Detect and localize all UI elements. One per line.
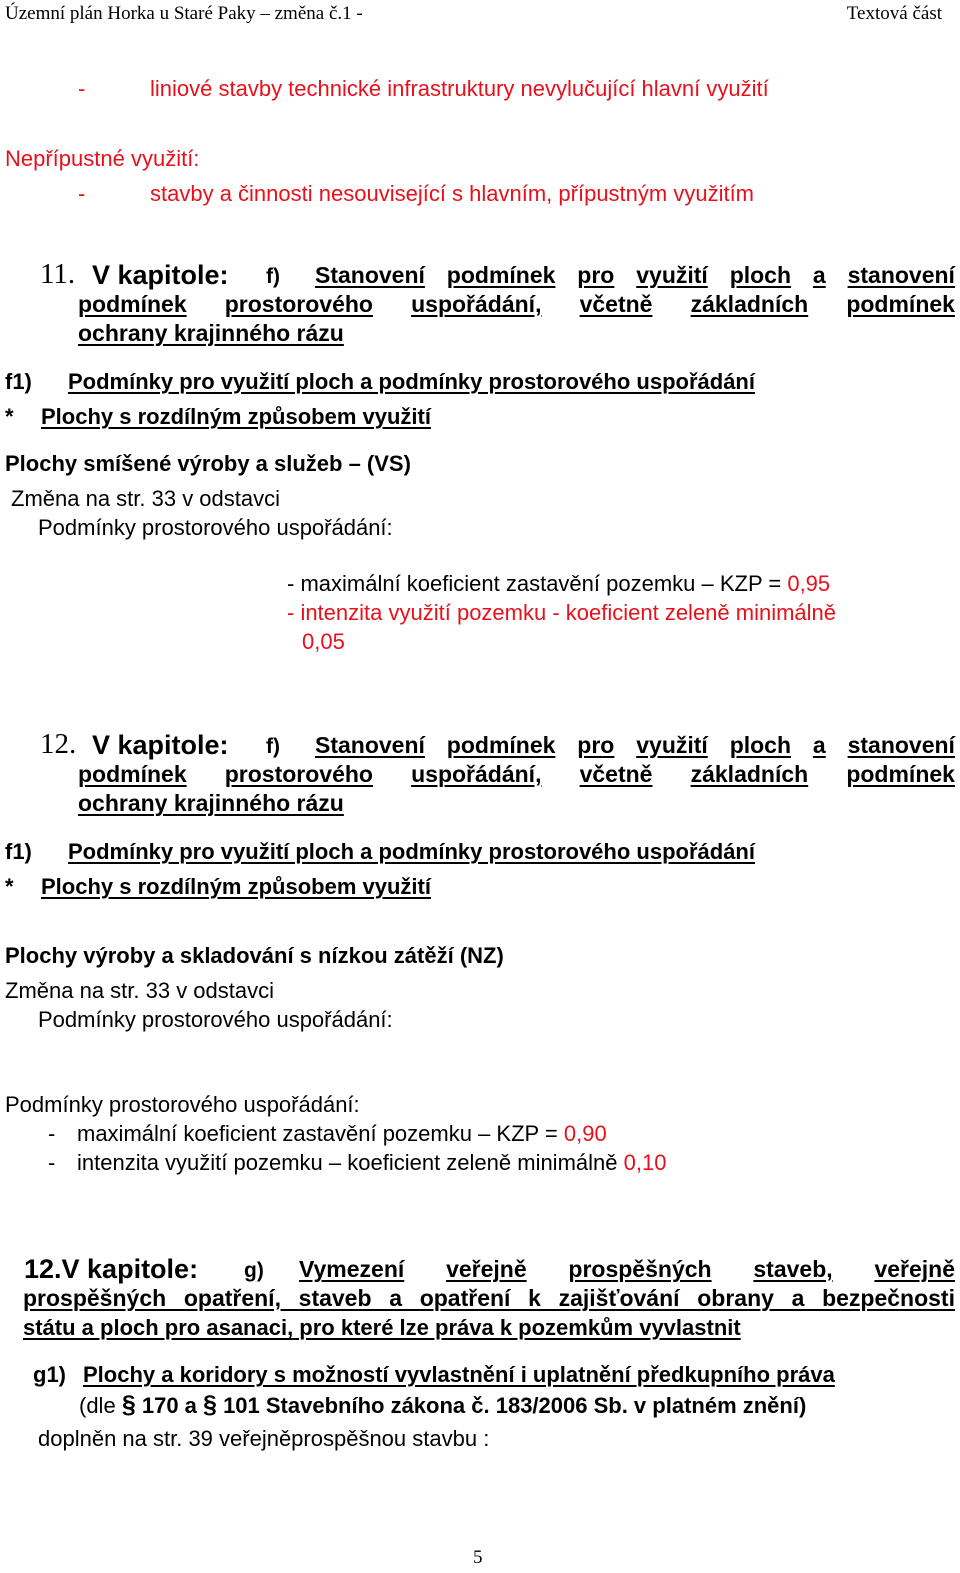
chapter-title-line1 [315, 262, 955, 289]
title-word: včetně [579, 761, 653, 787]
title-word: využití [636, 732, 708, 758]
chapter-title-line2: prospěšných opatření, staveb a opatření k zajišťování obrany a bezpečnosti [23, 1285, 955, 1311]
title-word: prospěšných [568, 1256, 712, 1282]
condition-text: intenzita využití pozemku – koeficient zeleně minimálně [77, 1150, 624, 1175]
chapter-title-line3: ochrany krajinného rázu [78, 790, 344, 816]
chapter-letter: f) [266, 265, 280, 288]
title-word: a [812, 262, 826, 288]
list-item: liniové stavby technické infrastruktury nevylučující hlavní využití [150, 76, 769, 101]
title-word: Vymezení [299, 1256, 405, 1282]
chapter-label: V kapitole: [92, 260, 229, 290]
condition-item [77, 1150, 666, 1176]
title-word: podmínek [446, 262, 556, 288]
section-heading: Nepřípustné využití: [5, 146, 200, 171]
list-dash: - [78, 76, 86, 101]
title-word: základních [690, 291, 809, 317]
condition-item [77, 1121, 607, 1147]
bullet-star: * [5, 874, 14, 899]
title-word: prostorového [224, 761, 373, 787]
list-item: stavby a činnosti nesouvisející s hlavním, přípustným využitím [150, 181, 755, 206]
list-dash: - [48, 1121, 56, 1146]
chapter-title-line1 [315, 732, 955, 759]
title-word: podmínek [446, 732, 556, 758]
addition-note: doplněn na str. 39 veřejněprospěšnou stavbu : [38, 1426, 490, 1451]
condition-value: 0,10 [623, 1150, 667, 1175]
title-word: stanovení [847, 732, 955, 758]
title-word: základních [690, 761, 809, 787]
subsection-title: Podmínky pro využití ploch a podmínky prostorového uspořádání [68, 839, 755, 864]
condition-value: 0,90 [563, 1121, 607, 1146]
condition-item: - intenzita využití pozemku - koeficient zeleně minimálně [287, 600, 837, 625]
title-word: včetně [579, 291, 653, 317]
condition-text: - maximální koeficient zastavění pozemku – KZP = [287, 571, 788, 596]
header-title: Územní plán Horka u Staré Paky – změna č.1 - [5, 3, 363, 24]
paragraph-icon: § [121, 1391, 136, 1419]
title-word: podmínek [78, 761, 187, 787]
change-note: Změna na str. 33 v odstavci [11, 486, 281, 511]
title-word: ploch [729, 262, 792, 288]
paragraph-icon: § [203, 1391, 217, 1419]
title-word: uspořádání, [411, 291, 542, 317]
title-word: uspořádání, [411, 761, 542, 787]
list-dash: - [48, 1150, 56, 1175]
chapter-title-line2 [78, 291, 955, 318]
title-word: využití [636, 262, 708, 288]
chapter-letter: f) [266, 735, 280, 758]
subsection-title: Podmínky pro využití ploch a podmínky prostorového uspořádání [68, 369, 755, 394]
title-word: veřejně [874, 1256, 955, 1282]
title-word: podmínek [846, 291, 955, 317]
section-number: 11. [40, 258, 76, 290]
chapter-label: V kapitole: [92, 730, 229, 760]
chapter-title-line3: státu a ploch pro asanaci, pro které lze práva k pozemkům vyvlastnit [23, 1315, 741, 1340]
conditions-label: Podmínky prostorového uspořádání: [38, 515, 393, 540]
title-word: stanovení [847, 262, 955, 288]
area-heading: Plochy výroby a skladování s nízkou zátěží (NZ) [5, 943, 504, 968]
section-number: 12. [40, 728, 77, 760]
change-note: Změna na str. 33 v odstavci [5, 978, 275, 1003]
subsection-label: f1) [5, 839, 32, 864]
bullet-star: * [5, 404, 14, 429]
subsection-label: g1) [33, 1362, 66, 1387]
legal-reference [79, 1391, 806, 1420]
area-heading: Plochy smíšené výroby a služeb – (VS) [5, 451, 411, 476]
condition-text: maximální koeficient zastavění pozemku – KZP = [77, 1121, 564, 1146]
title-word: a [812, 732, 826, 758]
subsection-subtitle: Plochy s rozdílným způsobem využití [41, 404, 431, 429]
condition-value: 0,05 [302, 629, 345, 654]
title-word: staveb, [753, 1256, 833, 1282]
condition-value: 0,95 [787, 571, 831, 596]
chapter-label: 12.V kapitole: [24, 1254, 199, 1284]
subsection-label: f1) [5, 369, 32, 394]
legal-text: (dle [79, 1393, 116, 1418]
condition-item [287, 571, 830, 597]
chapter-title-line3: ochrany krajinného rázu [78, 320, 344, 346]
legal-text: 101 Stavebního zákona č. 183/2006 Sb. v platném znění) [223, 1393, 807, 1418]
title-word: ploch [729, 732, 792, 758]
conditions-label: Podmínky prostorového uspořádání: [38, 1007, 393, 1032]
title-word: Stanovení [315, 732, 425, 758]
title-word: pro [577, 262, 615, 288]
title-word: Stanovení [315, 262, 425, 288]
chapter-title-line1 [299, 1256, 955, 1283]
subsection-subtitle: Plochy s rozdílným způsobem využití [41, 874, 431, 899]
chapter-title-line2 [78, 761, 955, 788]
title-word: podmínek [78, 291, 187, 317]
legal-text: 170 a [141, 1393, 197, 1418]
chapter-letter: g) [244, 1259, 264, 1282]
page-number: 5 [473, 1547, 483, 1568]
conditions-label: Podmínky prostorového uspořádání: [5, 1092, 360, 1117]
list-dash: - [78, 181, 86, 206]
title-word: prostorového [224, 291, 373, 317]
title-word: pro [577, 732, 615, 758]
title-word: podmínek [846, 761, 955, 787]
subsection-title: Plochy a koridory s možností vyvlastnění i uplatnění předkupního práva [83, 1362, 835, 1387]
title-word: veřejně [446, 1256, 527, 1282]
header-section: Textová část [846, 3, 942, 24]
